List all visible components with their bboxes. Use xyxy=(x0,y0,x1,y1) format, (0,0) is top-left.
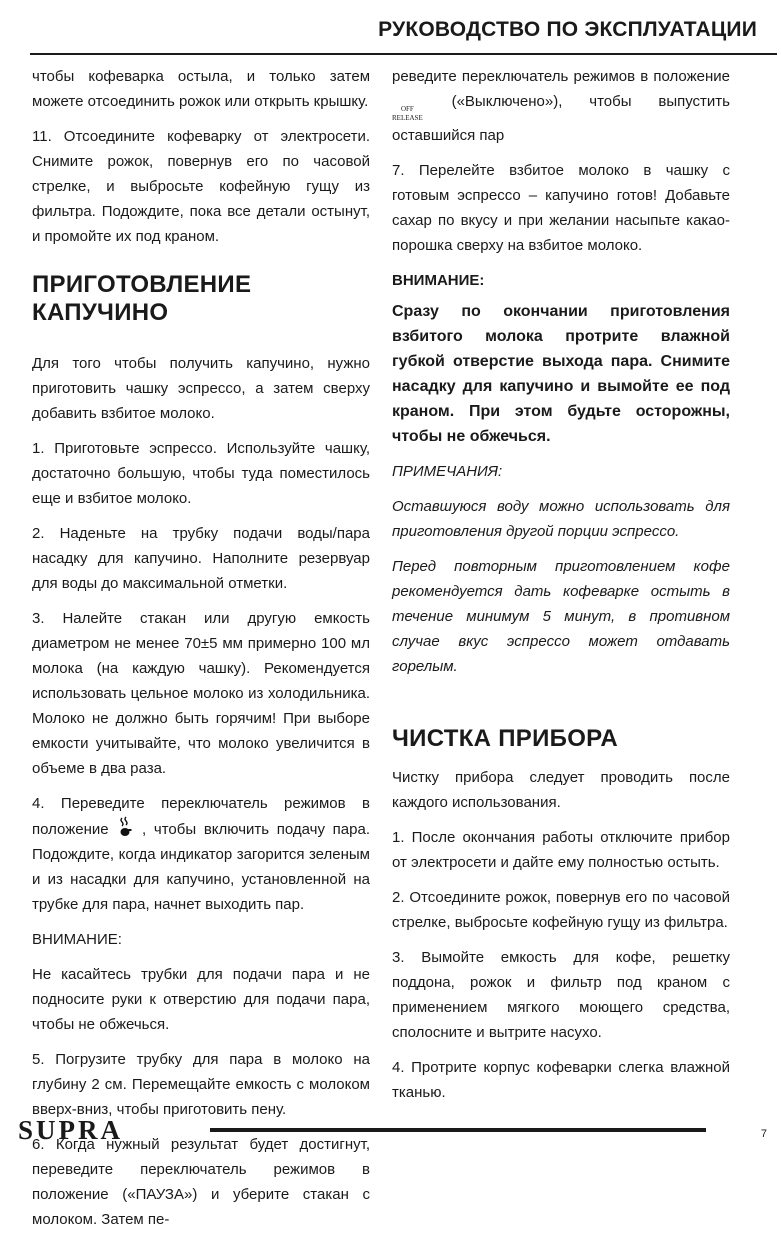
notes-label: ПРИМЕЧАНИЯ: xyxy=(392,463,503,480)
paragraph-cleaning-step-3: 3. Вымойте емкость для кофе, решетку поддона, рожок и фильтр под краном с применением мягкого моющего средства, сполосните и вытрите насухо. xyxy=(392,949,730,1041)
off-icon-label: OFF xyxy=(400,105,414,113)
brand-logo: SUPRA xyxy=(18,1115,124,1145)
warning-label: ВНИМАНИЕ: xyxy=(32,931,122,948)
step-4-text-after: , чтобы включить подачу пара. Подождите, когда индикатор загорится зеленым и из насадки для капучино, установленной на трубке для пара, начнет выходить пар. xyxy=(32,821,370,913)
paragraph-note-1: Оставшуюся воду можно использовать для приготовления другой порции эспрессо. xyxy=(392,498,730,540)
paragraph-warning-bold: Сразу по окончании приготовления взбитого молока протрите влажной губкой отверстие выхода пара. Снимите насадку для капучино и вымойте ее под краном. При этом будьте осторожны, чтобы не обжечься. xyxy=(392,303,730,445)
paragraph-step-2: 2. Наденьте на трубку подачи воды/пара насадку для капучино. Наполните резервуар для воды до максимальной отметки. xyxy=(32,525,370,592)
paragraph-step-1: 1. Приготовьте эспрессо. Используйте чашку, достаточно большую, чтобы туда поместилось еще и взбитое молоко. xyxy=(32,440,370,507)
paragraph-step-3: 3. Налейте стакан или другую емкость диаметром не менее 70±5 мм примерно 100 мл молока (на каждую чашку). Рекомендуется использовать цельное молоко из холодильника. Молоко не должно быть горячим! При выборе емкости учитывайте, что молоко увеличится в объеме в два раза. xyxy=(32,610,370,777)
footer-divider xyxy=(210,1128,706,1132)
paragraph-cleaning-step-2: 2. Отсоедините рожок, повернув его по часовой стрелке, выбросьте кофейную гущу из фильтра. xyxy=(392,889,730,931)
paragraph-step-6: 6. Когда нужный результат будет достигнут, переведите переключатель режимов в положение («ПАУЗА») и уберите стакан с молоком. Затем пе- xyxy=(32,1136,370,1228)
header-divider xyxy=(30,53,777,55)
paragraph-cleaning-step-4: 4. Протрите корпус кофеварки слегка влажной тканью. xyxy=(392,1059,730,1101)
page-number: 7 xyxy=(760,1128,767,1140)
paragraph-cappuccino-intro: Для того чтобы получить капучино, нужно приготовить чашку эспрессо, а затем сверху добавить взбитое молоко. xyxy=(32,355,370,422)
paragraph-step-5: 5. Погрузите трубку для пара в молоко на глубину 2 см. Перемещайте емкость с молоком вверх-вниз, чтобы приготовить пену. xyxy=(32,1051,370,1118)
step-6-cont-text-before: реведите переключатель режимов в положение xyxy=(392,68,730,85)
step-6-cont-text-after: («Выключено»), чтобы выпустить оставшийся пар xyxy=(392,93,730,144)
release-icon-label: RELEASE xyxy=(392,114,423,122)
left-column xyxy=(32,64,370,1242)
off-release-icon xyxy=(392,105,423,123)
paragraph-cleaning-step-1: 1. После окончания работы отключите прибор от электросети и дайте ему полностью остыть. xyxy=(392,829,730,871)
paragraph-step-4 xyxy=(32,791,370,917)
paragraph-note-2: Перед повторным приготовлением кофе рекомендуется дать кофеварке остыть в течение минимум 5 минут, в противном случае вкус эспрессо может отдавать горелым. xyxy=(392,558,730,675)
page-header-title: РУКОВОДСТВО ПО ЭКСПЛУАТАЦИИ xyxy=(378,18,757,41)
paragraph-intro: чтобы кофеварка остыла, и только затем можете отсоединить рожок или открыть крышку. xyxy=(32,68,370,110)
right-column xyxy=(392,64,730,1115)
warning-label-bold: ВНИМАНИЕ: xyxy=(392,272,485,289)
paragraph-step-6-continued xyxy=(392,64,730,148)
paragraph-step-7: 7. Перелейте взбитое молоко в чашку с готовым эспрессо – капучино готов! Добавьте сахар по вкусу и при желании насыпьте какао-порошка сверху на взбитое молоко. xyxy=(392,162,730,254)
paragraph-warning-steam: Не касайтесь трубки для подачи пара и не подносите руки к отверстию для подачи пара, чтобы не обжечься. xyxy=(32,966,370,1033)
paragraph-cleaning-intro: Чистку прибора следует проводить после каждого использования. xyxy=(392,769,730,811)
heading-cappuccino: ПРИГОТОВЛЕНИЕ КАПУЧИНО xyxy=(32,271,252,326)
step-4-text-before: 4. Переведите переключатель режимов в положение xyxy=(32,795,370,838)
paragraph-step-11: 11. Отсоедините кофеварку от электросети. Снимите рожок, повернув его по часовой стрелке, и выбросьте кофейную гущу из фильтра. Подождите, пока все детали остынут, и промойте их под краном. xyxy=(32,128,370,245)
steam-mode-icon xyxy=(116,816,134,838)
heading-cleaning: ЧИСТКА ПРИБОРА xyxy=(392,725,619,752)
